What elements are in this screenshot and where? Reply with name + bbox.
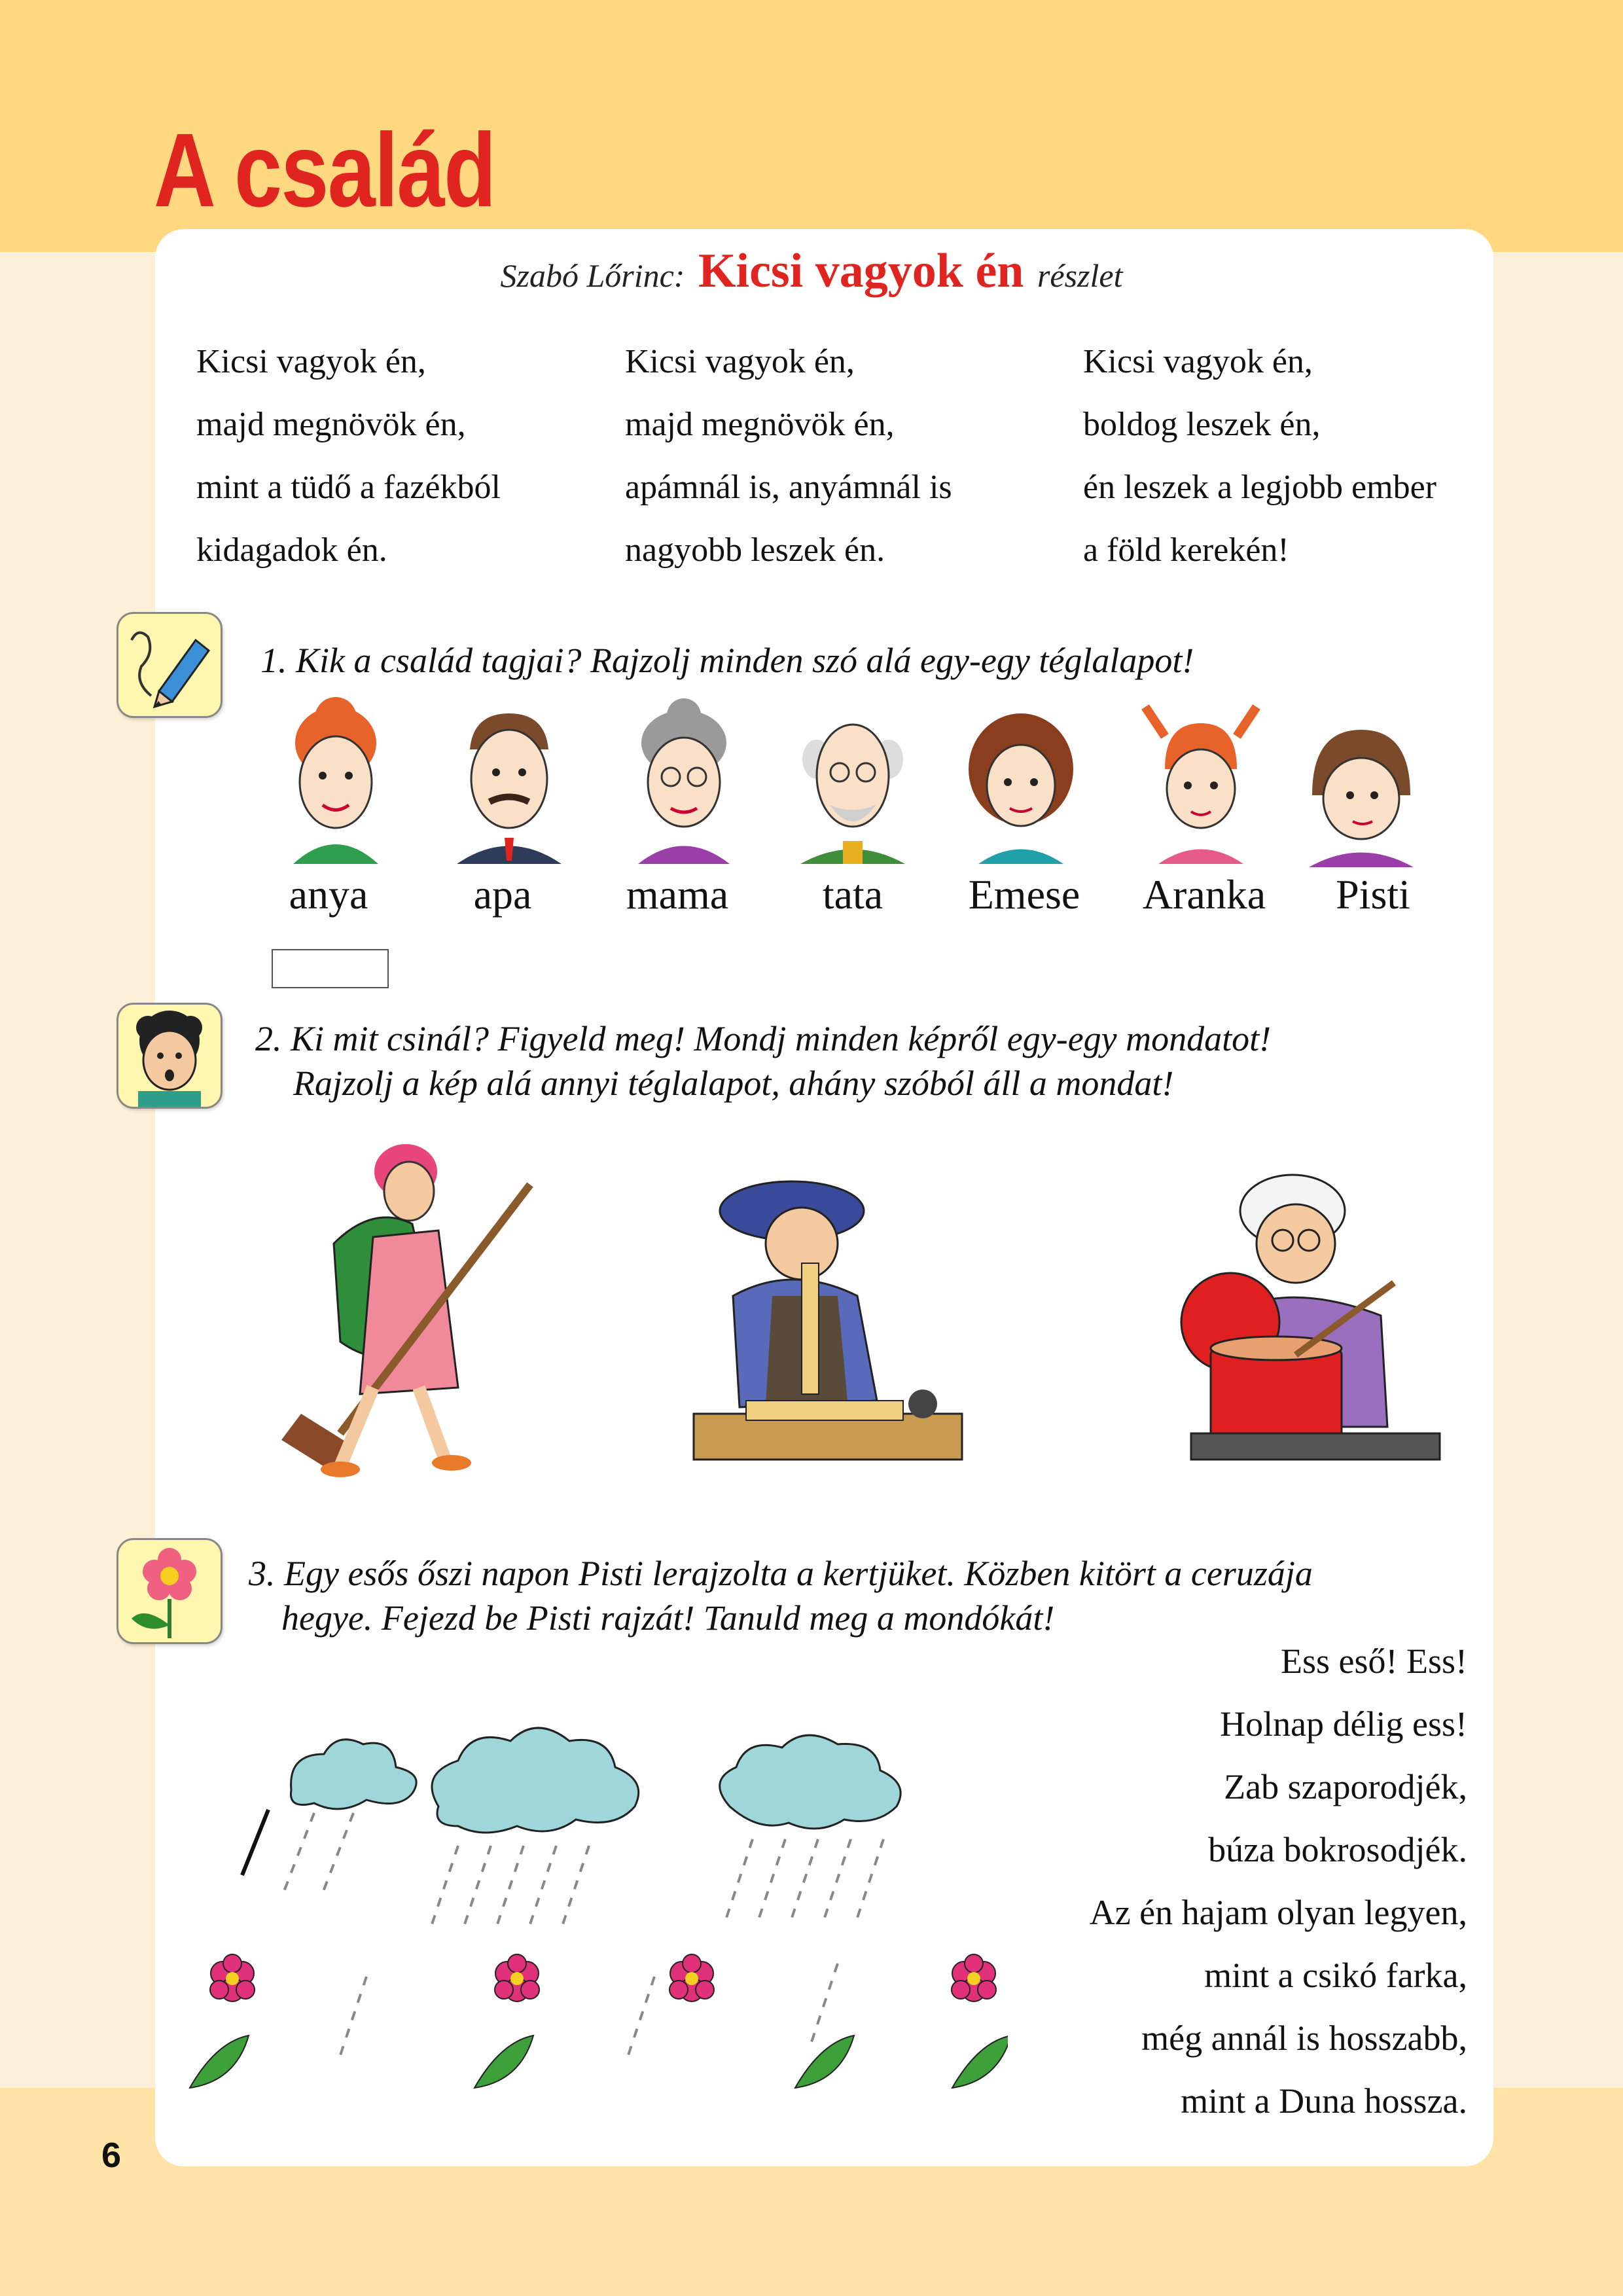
rhyme-line: Ess eső! Ess! — [1281, 1641, 1467, 1681]
poem-line: majd megnövök én, — [196, 406, 466, 443]
flower-icon — [116, 1538, 223, 1644]
poem-line: nagyobb leszek én. — [625, 531, 885, 569]
flower — [210, 1954, 996, 2001]
page-number: 6 — [101, 2136, 122, 2175]
face-pisti — [1299, 697, 1423, 867]
face-anya — [274, 697, 398, 867]
poem-line: apámnál is, anyámnál is — [625, 469, 952, 506]
rhyme-line: mint a csikó farka, — [1204, 1956, 1467, 1995]
task2-instruction-1: 2. Ki mit csinál? Figyeld meg! Mondj minden képről egy-egy mondatot! — [255, 1019, 1272, 1058]
poem-line: Kicsi vagyok én, — [1083, 343, 1313, 380]
poem-column-1 — [196, 331, 501, 582]
face-mama — [622, 697, 746, 867]
answer-rectangle[interactable] — [272, 949, 389, 988]
rhyme-line: mint a Duna hossza. — [1181, 2081, 1467, 2121]
face-aranka — [1139, 697, 1263, 867]
pencil-icon — [116, 612, 223, 718]
poem-author: Szabó Lőrinc: — [500, 257, 685, 294]
page-title: A család — [154, 111, 495, 228]
rhyme-line: Az én hajam olyan legyen, — [1089, 1893, 1467, 1932]
woman-sweeping-illustration — [242, 1126, 556, 1479]
poem-line: Kicsi vagyok én, — [625, 343, 855, 380]
rainy-garden-drawing — [183, 1662, 1008, 2108]
poem-line: majd megnövök én, — [625, 406, 895, 443]
poem-column-2 — [625, 331, 952, 582]
poem-title: Kicsi vagyok én — [698, 244, 1024, 298]
poem-column-3 — [1083, 331, 1436, 582]
poem-line: én leszek a legjobb ember — [1083, 469, 1436, 506]
rain-lines — [281, 1813, 883, 2055]
poem-line: a föld kerekén! — [1083, 531, 1289, 569]
rhyme-line: búza bokrosodjék. — [1208, 1830, 1467, 1869]
poem-header — [0, 243, 1623, 299]
poem-suffix: részlet — [1037, 257, 1123, 294]
task3-instruction-2: hegye. Fejezd be Pisti rajzát! Tanuld meg a mondókát! — [281, 1598, 1055, 1638]
family-member-label: mama — [626, 871, 729, 918]
family-member-label: Pisti — [1336, 871, 1410, 918]
face-emese — [959, 697, 1083, 867]
face-apa — [447, 697, 571, 867]
poem-line: kidagadok én. — [196, 531, 387, 569]
family-member-label: Emese — [968, 871, 1080, 918]
rhyme-line: Zab szaporodjék, — [1224, 1767, 1467, 1806]
task2-instruction-2: Rajzolj a kép alá annyi téglalapot, ahány szóból áll a mondat! — [293, 1064, 1174, 1103]
boy-face-icon — [116, 1003, 223, 1109]
face-tata — [791, 697, 915, 867]
leaf — [190, 2036, 1008, 2088]
family-member-label: apa — [473, 871, 532, 918]
grandmother-cooking-illustration — [1165, 1152, 1453, 1479]
poem-line: Kicsi vagyok én, — [196, 343, 426, 380]
rhyme-line: Holnap délig ess! — [1220, 1704, 1467, 1744]
poem-line: mint a tüdő a fazékból — [196, 469, 501, 506]
family-member-label: tata — [822, 871, 883, 918]
carpenter-illustration — [661, 1165, 995, 1479]
drawn-rain-line — [242, 1810, 268, 1875]
family-member-label: Aranka — [1142, 871, 1266, 918]
task1-instruction: 1. Kik a család tagjai? Rajzolj minden szó alá egy-egy téglalapot! — [260, 641, 1194, 680]
cloud — [291, 1728, 901, 1833]
rhyme-line: még annál is hosszabb, — [1141, 2018, 1467, 2058]
rhyme — [1090, 1630, 1467, 2132]
family-member-label: anya — [289, 871, 368, 918]
poem-line: boldog leszek én, — [1083, 406, 1321, 443]
task3-instruction-1: 3. Egy esős őszi napon Pisti lerajzolta a kertjüket. Közben kitört a ceruzája — [249, 1554, 1313, 1593]
